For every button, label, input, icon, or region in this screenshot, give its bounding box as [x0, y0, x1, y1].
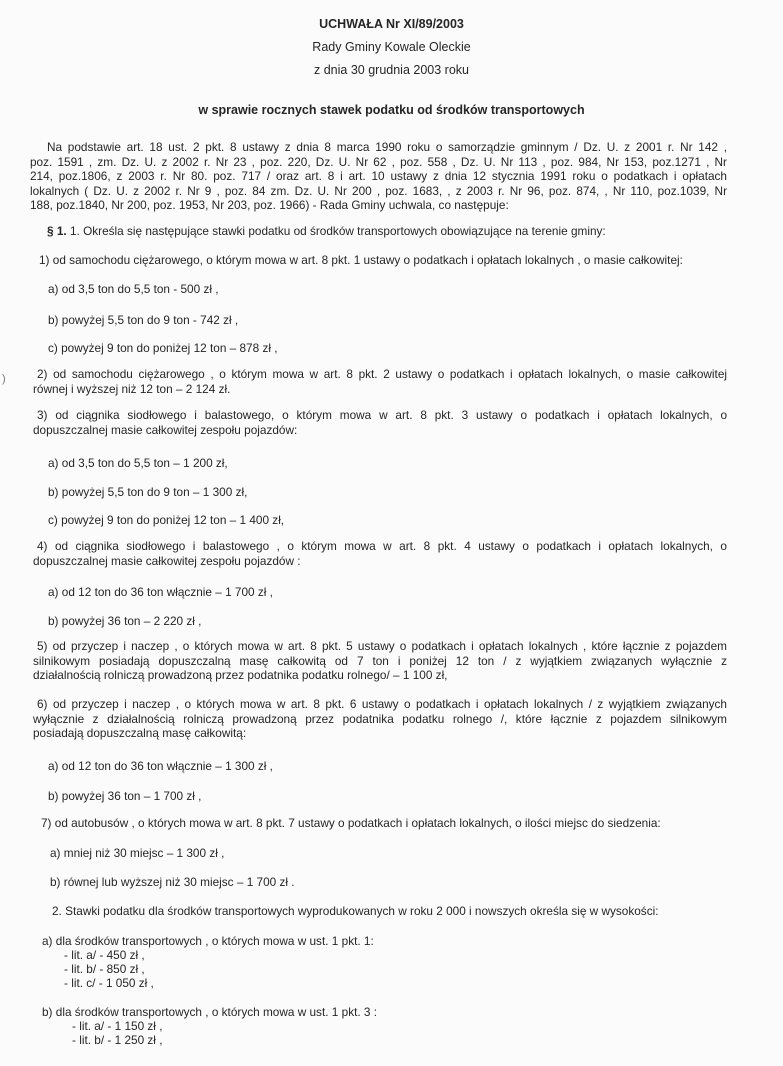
- item-3: [33, 408, 727, 437]
- item-3-line: dopuszczalnej masie całkowitej zespołu pojazdów:: [33, 422, 298, 437]
- item-6-line: posiadają dopuszczalną masę całkowitą:: [33, 726, 247, 740]
- resolution-subject: w sprawie rocznych stawek podatku od środków transportowych: [198, 103, 585, 117]
- preamble-line: 188, poz.1840, Nr 200, poz. 1953, Nr 203, poz. 1966) - Rada Gminy uchwala, co następuje:: [30, 198, 509, 212]
- preamble-line: lokalnych ( Dz. U. z 2002 r. Nr 9 , poz. 84 zm. Dz. U. Nr 200 , poz. 1683, , z 2003 r. Nr 96, poz. 874, , Nr 110, poz.1039, Nr: [30, 183, 727, 198]
- point-2a-item: - lit. b/ - 850 zł ,: [64, 962, 145, 976]
- point-2b-heading: b) dla środków transportowych , o których mowa w ust. 1 pkt. 3 :: [42, 1005, 378, 1019]
- item-1b: b) powyżej 5,5 ton do 9 ton - 742 zł ,: [48, 313, 239, 327]
- item-7: 7) od autobusów , o których mowa w art. 8 pkt. 7 ustawy o podatkach i opłatach lokalnych, o ilości miejsc do siedzenia:: [41, 816, 661, 830]
- item-7b: b) równej lub wyższej niż 30 miejsc – 1 700 zł .: [50, 875, 295, 889]
- item-6b: b) powyżej 36 ton – 1 700 zł ,: [48, 789, 202, 803]
- point-2a-item: - lit. a/ - 450 zł ,: [64, 948, 145, 962]
- item-3-line: 3) od ciągnika siodłowego i balastowego, o którym mowa w art. 8 pkt. 3 ustawy o podatkach i opłatach lokalnych, o: [37, 408, 727, 422]
- point-2a-item: - lit. c/ - 1 050 zł ,: [64, 976, 154, 990]
- item-6-line: 6) od przyczep i naczep , o których mowa w art. 8 pkt. 6 ustawy o podatkach i opłatach lokalnych / z wyjątkiem związanych: [37, 697, 727, 711]
- margin-mark: ): [2, 373, 6, 385]
- item-4b: b) powyżej 36 ton – 2 220 zł ,: [48, 614, 202, 628]
- point-2b-item: - lit. a/ - 1 150 zł ,: [72, 1019, 163, 1033]
- item-7a: a) mniej niż 30 miejsc – 1 300 zł ,: [50, 846, 225, 860]
- item-1: 1) od samochodu ciężarowego, o którym mowa w art. 8 pkt. 1 ustawy o podatkach i opłatach lokalnych , o masie całkowitej:: [39, 253, 683, 267]
- point-2-intro: 2. Stawki podatku dla środków transportowych wyprodukowanych w roku 2 000 i nowszych określa się w wysokości:: [52, 904, 659, 918]
- item-4a: a) od 12 ton do 36 ton włącznie – 1 700 zł ,: [48, 585, 273, 599]
- item-1a: a) od 3,5 ton do 5,5 ton - 500 zł ,: [48, 282, 219, 296]
- item-2-line: równej i wyższej niż 12 ton – 2 124 zł.: [33, 381, 231, 396]
- item-6a: a) od 12 ton do 36 ton włącznie – 1 300 zł ,: [48, 759, 273, 773]
- item-4: [33, 539, 727, 568]
- preamble: [30, 140, 727, 213]
- item-5: [33, 639, 727, 683]
- point-2b-item: - lit. b/ - 1 250 zł ,: [72, 1033, 163, 1047]
- section-1: [47, 224, 606, 239]
- item-3b: b) powyżej 5,5 ton do 9 ton – 1 300 zł,: [48, 485, 248, 499]
- item-3c: c) powyżej 9 ton do poniżej 12 ton – 1 400 zł,: [48, 513, 285, 527]
- item-5-line: 5) od przyczep i naczep , o których mowa w art. 8 pkt. 5 ustawy o podatkach i opłatach lokalnych , które łącznie z pojazdem: [37, 639, 727, 653]
- item-5-line: silnikowym posiadają dopuszczalną masę całkowitą od 7 ton i poniżej 12 ton / z wyjątkiem związanych wyłącznie z: [33, 653, 727, 668]
- preamble-line: Na podstawie art. 18 ust. 2 pkt. 8 ustawy z dnia 8 marca 1990 roku o samorządzie gminnym / Dz. U. z 2001 r. Nr 142 ,: [47, 140, 727, 154]
- item-6-line: wyłącznie z działalnością rolniczą prowadzoną przez podatnika podatku rolnego /, które łącznie z pojazdem silnikowym: [33, 711, 727, 726]
- resolution-number: UCHWAŁA Nr XI/89/2003: [319, 17, 464, 31]
- point-2a-heading: a) dla środków transportowych , o których mowa w ust. 1 pkt. 1:: [42, 934, 374, 948]
- resolution-date: z dnia 30 grudnia 2003 roku: [314, 63, 469, 77]
- preamble-line: 214, poz.1806, z 2003 r. Nr 80. poz. 717 / oraz art. 8 i art. 10 ustawy z dnia 12 stycznia 1991 roku o podatkach i opłatach: [30, 169, 727, 183]
- council-name: Rady Gminy Kowale Oleckie: [312, 40, 471, 54]
- item-4-line: 4) od ciągnika siodłowego i balastowego , o którym mowa w art. 8 pkt. 4 ustawy o podatkach i opłatach lokalnych, o: [37, 539, 727, 553]
- section-1-text: 1. Określa się następujące stawki podatku od środków transportowych obowiązujące na terenie gminy:: [69, 224, 606, 238]
- item-4-line: dopuszczalnej masie całkowitej zespołu pojazdów :: [33, 553, 301, 568]
- item-1c: c) powyżej 9 ton do poniżej 12 ton – 878 zł ,: [48, 341, 278, 355]
- section-label: § 1.: [47, 224, 67, 238]
- preamble-line: poz. 1591 , zm. Dz. U. z 2002 r. Nr 23 , poz. 220, Dz. U. Nr 62 , poz. 558 , Dz. U. Nr 113 , poz. 984, Nr 153, poz.1271 , Nr: [30, 154, 727, 169]
- item-2: [33, 367, 727, 396]
- item-2-line: 2) od samochodu ciężarowego , o którym mowa w art. 8 pkt. 2 ustawy o podatkach i opłatach lokalnych, o masie całkowitej: [37, 367, 727, 381]
- item-3a: a) od 3,5 ton do 5,5 ton – 1 200 zł,: [48, 456, 228, 470]
- item-5-line: działalnością rolniczą prowadzoną przez podatnika podatku rolnego/ – 1 100 zł,: [33, 668, 448, 682]
- item-6: [33, 697, 727, 741]
